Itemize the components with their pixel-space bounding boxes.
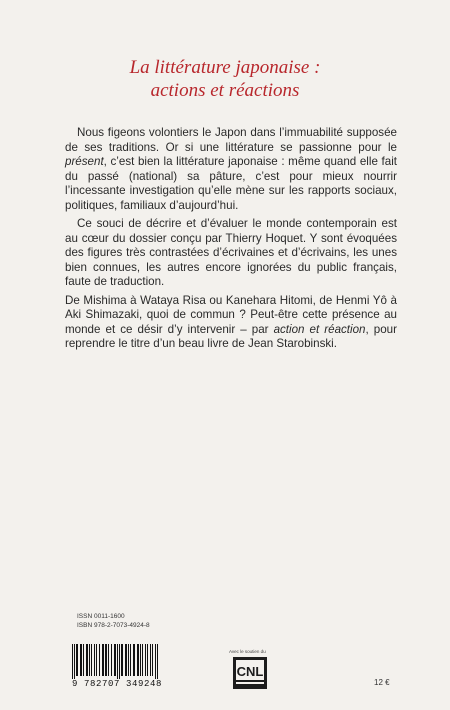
barcode-bar bbox=[102, 644, 104, 676]
barcode-bar bbox=[147, 644, 148, 676]
barcode-bar bbox=[145, 644, 146, 676]
price: 12 € bbox=[374, 678, 390, 687]
blurb bbox=[65, 126, 397, 356]
barcode-bar bbox=[142, 644, 143, 676]
paragraph-3: De Mishima à Wataya Risa ou Kanehara Hitomi, de Henmi Yô à Aki Shimazaki, quoi de commun ? Peut-être cette présence au monde et ce désir d’y intervenir – par action et réaction, pour reprendre le titre d’un beau livre de Jean Starobinski. bbox=[65, 293, 397, 350]
title-line-1: La littérature japonaise : bbox=[129, 57, 321, 78]
emphasis-present: présent bbox=[65, 155, 104, 168]
cnl-logo-text: CNL bbox=[236, 664, 264, 679]
title-line-2: actions et réactions bbox=[150, 80, 300, 101]
barcode-bar bbox=[74, 644, 75, 680]
barcode-bar bbox=[76, 644, 78, 676]
cnl-logo bbox=[232, 656, 268, 690]
cnl-logo-icon bbox=[232, 656, 268, 690]
barcode-bar bbox=[94, 644, 95, 676]
barcode-bar bbox=[121, 644, 123, 676]
barcode-bar bbox=[96, 644, 97, 676]
barcode-bar bbox=[137, 644, 139, 676]
barcode-bar bbox=[91, 644, 92, 676]
barcode-bar bbox=[99, 644, 100, 676]
barcode-bar bbox=[117, 644, 118, 680]
paragraph-2: Ce souci de décrire et d’évaluer le monde contemporain est au cœur du dossier conçu par Thierry Hoquet. Y sont évoquées des figures très contrastées d’écrivaines et d’écrivains, les unes bien connues, les autres encore ignorées du public français, faute de traduction. bbox=[65, 217, 397, 288]
identifiers bbox=[77, 612, 150, 630]
barcode-bar bbox=[105, 644, 107, 676]
barcode-bar bbox=[119, 644, 120, 680]
barcode-bar bbox=[130, 644, 131, 676]
barcode-bar bbox=[114, 644, 116, 676]
barcode-bar bbox=[157, 644, 158, 680]
barcode-bar bbox=[89, 644, 90, 676]
paragraph-1: Nous figeons volontiers le Japon dans l’immuabilité supposée de ses traditions. Or si une littérature se passionne pour le présent, c’est bien la littérature japonaise : même quand elle fait du passé (national) sa pâture, c’est pour mieux nourrir l’incessante investigation qu’elle mène sur les rapports sociaux, politiques, familiaux d’aujourd’hui. bbox=[65, 126, 397, 212]
emphasis-action-reaction: action et réaction bbox=[273, 322, 366, 336]
barcode-bar bbox=[140, 644, 141, 676]
barcode-bar bbox=[108, 644, 109, 676]
barcode-bar bbox=[111, 644, 112, 676]
barcode-bar bbox=[72, 644, 73, 680]
barcode-bar bbox=[150, 644, 151, 676]
barcode-bar bbox=[152, 644, 153, 676]
issn: ISSN 0011-1600 bbox=[77, 613, 125, 620]
barcode-bar bbox=[155, 644, 156, 680]
barcode-bar bbox=[128, 644, 129, 676]
barcode-bar bbox=[125, 644, 127, 676]
isbn: ISBN 978-2-7073-4924-8 bbox=[77, 622, 150, 629]
barcode-bars bbox=[70, 644, 182, 680]
cover-title bbox=[0, 56, 450, 102]
barcode-bar bbox=[86, 644, 88, 676]
barcode-bar bbox=[83, 644, 84, 676]
barcode-bar bbox=[80, 644, 82, 676]
barcode-digits: 9 782707 349248 bbox=[72, 679, 182, 689]
barcode-bar bbox=[133, 644, 135, 676]
cnl-caption: Avec le soutien du bbox=[229, 649, 266, 654]
